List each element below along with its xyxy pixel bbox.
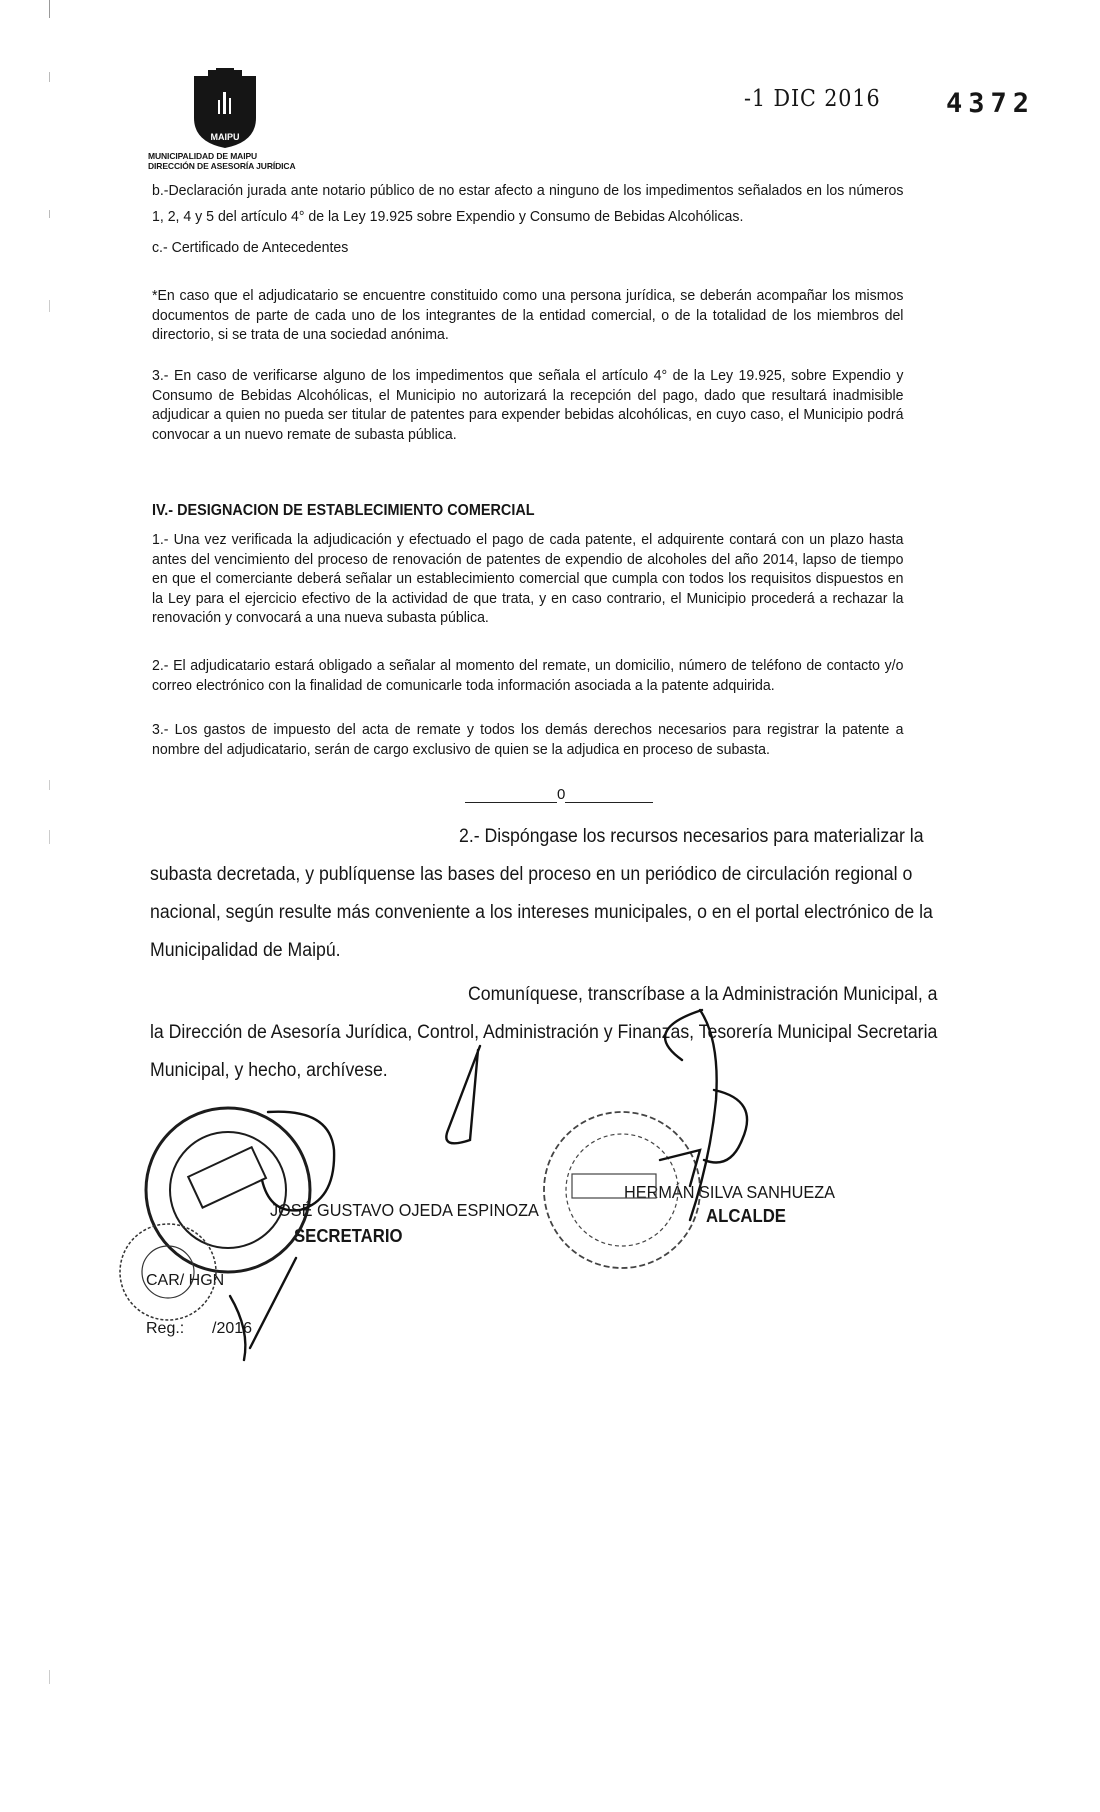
separator-mark: 0 — [557, 786, 566, 803]
section-heading: IV.- DESIGNACION DE ESTABLECIMIENTO COMERCIAL — [152, 502, 535, 519]
mayor-name: HERMÁN SILVA SANHUEZA — [624, 1182, 836, 1202]
impediment-paragraph: 3.- En caso de verificarse alguno de los impedimentos que señala el artículo 4° de la Ley 19.925, sobre Expendio y Consumo de Bebidas Alcohólicas, el Municipio no autorizará la recepción del pago, dado que resultará inadmisible adjudicar a quien no pueda ser titular de patentes para expender bebidas alcohólicas, en cuyo caso, el Municipio podrá convocar a un nuevo remate de subasta pública. — [152, 367, 904, 443]
svg-text:MAIPU: MAIPU — [210, 132, 240, 142]
section-iv-paragraph-2: 2.- El adjudicatario estará obligado a señalar al momento del remate, un domicilio, número de teléfono de contacto y/o correo electrónico con la finalidad de comunicarle toda información asociada a la patente adquirida. — [152, 657, 904, 694]
closing-line-2: la Dirección de Asesoría Jurídica, Control, Administración y Finanzas, Tesorería Municipal Secretaria — [150, 1022, 938, 1043]
letterhead — [148, 151, 296, 171]
document-number: 4372 — [946, 88, 1036, 119]
department-name: DIRECCIÓN DE ASESORÍA JURÍDICA — [148, 161, 296, 171]
mayor-title: ALCALDE — [706, 1206, 786, 1226]
closing-line-3: Municipal, y hecho, archívese. — [150, 1060, 388, 1081]
date-stamp: -1 DIC 2016 — [744, 86, 881, 112]
closing-line-1: Comuníquese, transcríbase a la Administración Municipal, a — [468, 984, 938, 1005]
municipal-shield-icon — [190, 68, 260, 150]
scan-margin-marks — [48, 0, 52, 1812]
legal-entity-note: *En caso que el adjudicatario se encuentre constituido como una persona jurídica, se deberán acompañar los mismos documentos de parte de cada uno de los integrantes de la entidad comercial, o de la totalidad de los miembros del directorio, si se trata de una sociedad anónima. — [152, 287, 904, 344]
secretary-name: JOSÉ GUSTAVO OJEDA ESPINOZA — [270, 1200, 539, 1220]
registration-year: /2016 — [212, 1320, 253, 1337]
secretary-stamp — [146, 1108, 310, 1272]
requirement-c: c.- Certificado de Antecedentes — [152, 239, 349, 256]
section-iv-paragraph-1: 1.- Una vez verificada la adjudicación y efectuado el pago de cada patente, el adquirente contará con un plazo hasta antes del vencimiento del proceso de renovación de patentes de expendio de alcoholes del año 2014, lapso de tiempo en que el comerciante deberá señalar un establecimiento comercial que cumpla con todos los requisitos dispuestos en la Ley para el ejercicio efectivo de la actividad de que trata, y en caso contrario, el Municipio procederá a rechazar la renovación y convocará a una nueva subasta pública. — [152, 531, 904, 627]
requirement-b: b.-Declaración jurada ante notario público de no estar afecto a ninguno de los impedimentos señalados en los números 1, 2, 4 y 5 del artículo 4° de la Ley 19.925 sobre Expendio y Consumo de Bebidas Alcohólicas. — [152, 182, 904, 225]
municipality-name: MUNICIPALIDAD DE MAIPU — [148, 151, 258, 161]
secretary-title: SECRETARIO — [294, 1226, 403, 1246]
resolution-line-2: subasta decretada, y publíquense las bases del proceso en un periódico de circulación regional o — [150, 864, 913, 885]
section-iv-paragraph-3: 3.- Los gastos de impuesto del acta de remate y todos los demás derechos necesarios para registrar la patente a nombre del adjudicatario, serán de cargo exclusivo de quien se la adjudica en proceso de subasta. — [152, 721, 904, 758]
resolution-line-3: nacional, según resulte más conveniente a los intereses municipales, o en el portal electrónico de la — [150, 902, 933, 923]
initials: CAR/ HGN — [146, 1272, 225, 1289]
resolution-line-4: Municipalidad de Maipú. — [150, 940, 341, 961]
maipu-logo — [190, 68, 260, 150]
resolution-line-1: 2.- Dispóngase los recursos necesarios para materializar la — [459, 826, 924, 847]
section-separator — [465, 786, 653, 803]
registration-label: Reg.: — [146, 1320, 185, 1337]
